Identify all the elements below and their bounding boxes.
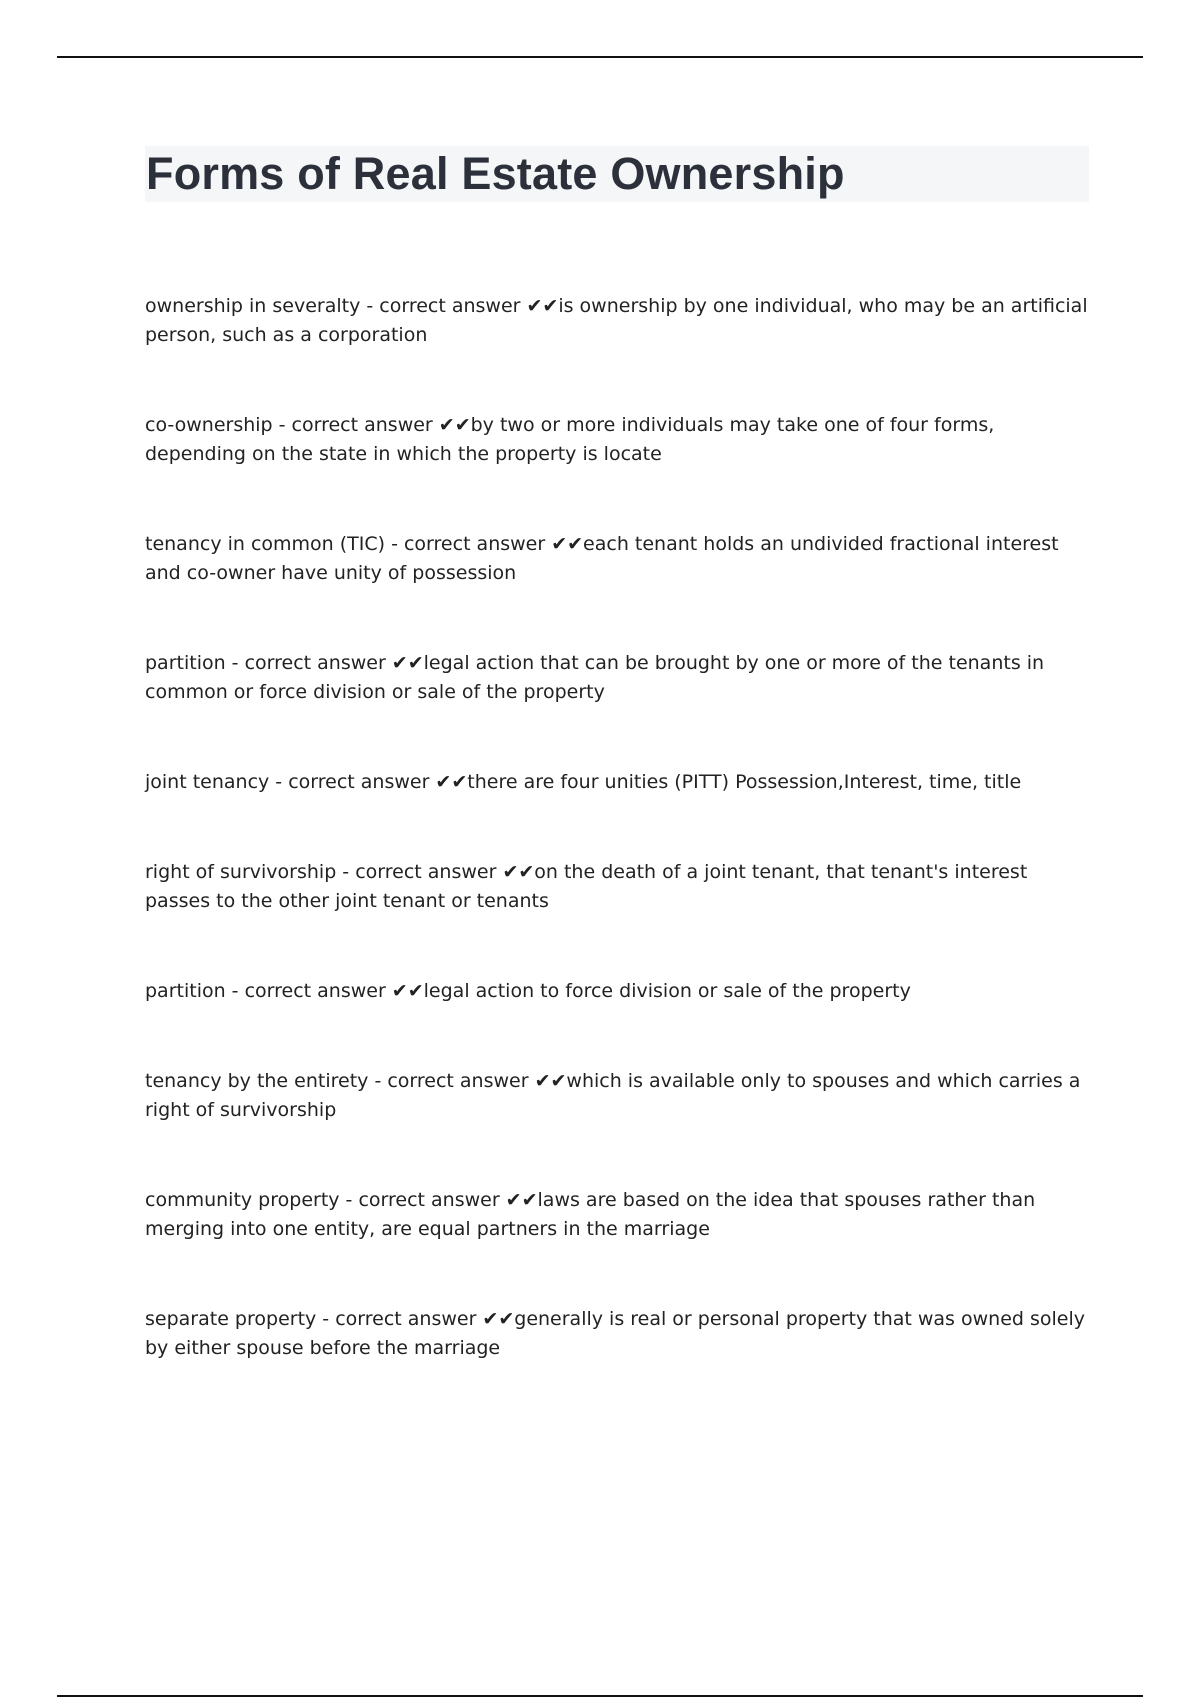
- flashcard-entry: partition - correct answer ✔✔legal action that can be brought by one or more of the tenants in common or force division or sale of the property: [145, 652, 1045, 703]
- bottom-rule: [57, 1695, 1143, 1697]
- flashcard-entry: co-ownership - correct answer ✔✔by two or more individuals may take one of four forms, depending on the state in which the property is locate: [145, 414, 995, 465]
- flashcard-list: [145, 292, 1090, 1424]
- flashcard-entry: partition - correct answer ✔✔legal action to force division or sale of the property: [145, 980, 911, 1002]
- flashcard-entry: separate property - correct answer ✔✔generally is real or personal property that was owned solely by either spouse before the marriage: [145, 1308, 1085, 1359]
- flashcard-entry: tenancy in common (TIC) - correct answer ✔✔each tenant holds an undivided fractional interest and co-owner have unity of possession: [145, 533, 1059, 584]
- flashcard-entry: right of survivorship - correct answer ✔✔on the death of a joint tenant, that tenant's interest passes to the other joint tenant or tenants: [145, 861, 1028, 912]
- flashcard-entry: community property - correct answer ✔✔laws are based on the idea that spouses rather than merging into one entity, are equal partners in the marriage: [145, 1189, 1036, 1240]
- flashcard-entry: tenancy by the entirety - correct answer ✔✔which is available only to spouses and which carries a right of survivorship: [145, 1070, 1081, 1121]
- page-title: Forms of Real Estate Ownership: [146, 148, 845, 199]
- flashcard-entry: ownership in severalty - correct answer ✔✔is ownership by one individual, who may be an artificial person, such as a corporation: [145, 295, 1088, 346]
- top-rule: [57, 56, 1143, 58]
- flashcard-entry: joint tenancy - correct answer ✔✔there are four unities (PITT) Possession,Interest, time, title: [145, 771, 1022, 793]
